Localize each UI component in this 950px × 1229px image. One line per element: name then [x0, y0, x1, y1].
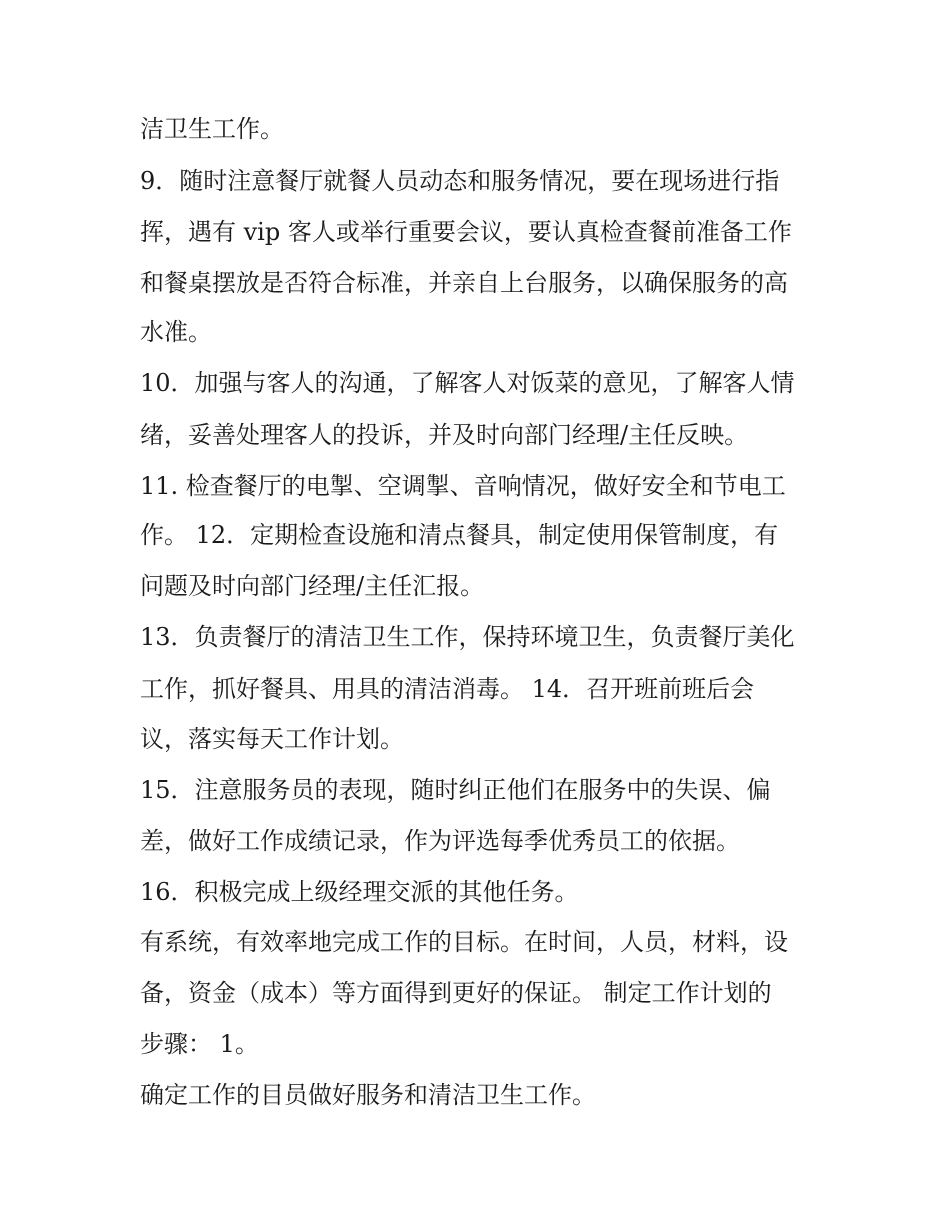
- text-line: 水准。: [140, 318, 212, 346]
- text-line: 9．随时注意餐厅就餐人员动态和服务情况，要在现场进行指: [140, 167, 780, 195]
- text-line: 备，资金（成本）等方面得到更好的保证。 制定工作计划的: [140, 979, 772, 1007]
- text-line: 确定工作的目员做好服务和清洁卫生工作。: [140, 1081, 596, 1109]
- text-line: 和餐桌摆放是否符合标准，并亲自上台服务，以确保服务的高: [140, 269, 788, 297]
- text-line: 差，做好工作成绩记录，作为评选每季优秀员工的依据。: [140, 827, 740, 855]
- text-line: 绪，妥善处理客人的投诉，并及时向部门经理/主任反映。: [140, 421, 749, 449]
- text-line: 10．加强与客人的沟通，了解客人对饭菜的意见，了解客人情: [140, 369, 795, 397]
- text-line: 有系统，有效率地完成工作的目标。在时间，人员，材料，设: [140, 928, 788, 956]
- text-line: 11. 检查餐厅的电掣、空调掣、音响情况，做好安全和节电工: [140, 472, 786, 500]
- text-line: 工作，抓好餐具、用具的清洁消毒。 14．召开班前班后会: [140, 675, 755, 703]
- text-line: 15．注意服务员的表现，随时纠正他们在服务中的失误、偏: [140, 776, 771, 804]
- text-line: 作。 12．定期检查设施和清点餐具，制定使用保管制度，有: [140, 521, 779, 549]
- text-line: 16．积极完成上级经理交派的其他任务。: [140, 878, 579, 906]
- text-line: 议，落实每天工作计划。: [140, 725, 404, 753]
- text-line: 13．负责餐厅的清洁卫生工作，保持环境卫生，负责餐厅美化: [140, 623, 795, 651]
- text-line: 问题及时向部门经理/主任汇报。: [140, 572, 485, 600]
- text-line: 挥，遇有 vip 客人或举行重要会议，要认真检查餐前准备工作: [140, 218, 792, 246]
- text-line: 步骤： 1。: [140, 1030, 259, 1058]
- text-line: 洁卫生工作。: [140, 115, 284, 143]
